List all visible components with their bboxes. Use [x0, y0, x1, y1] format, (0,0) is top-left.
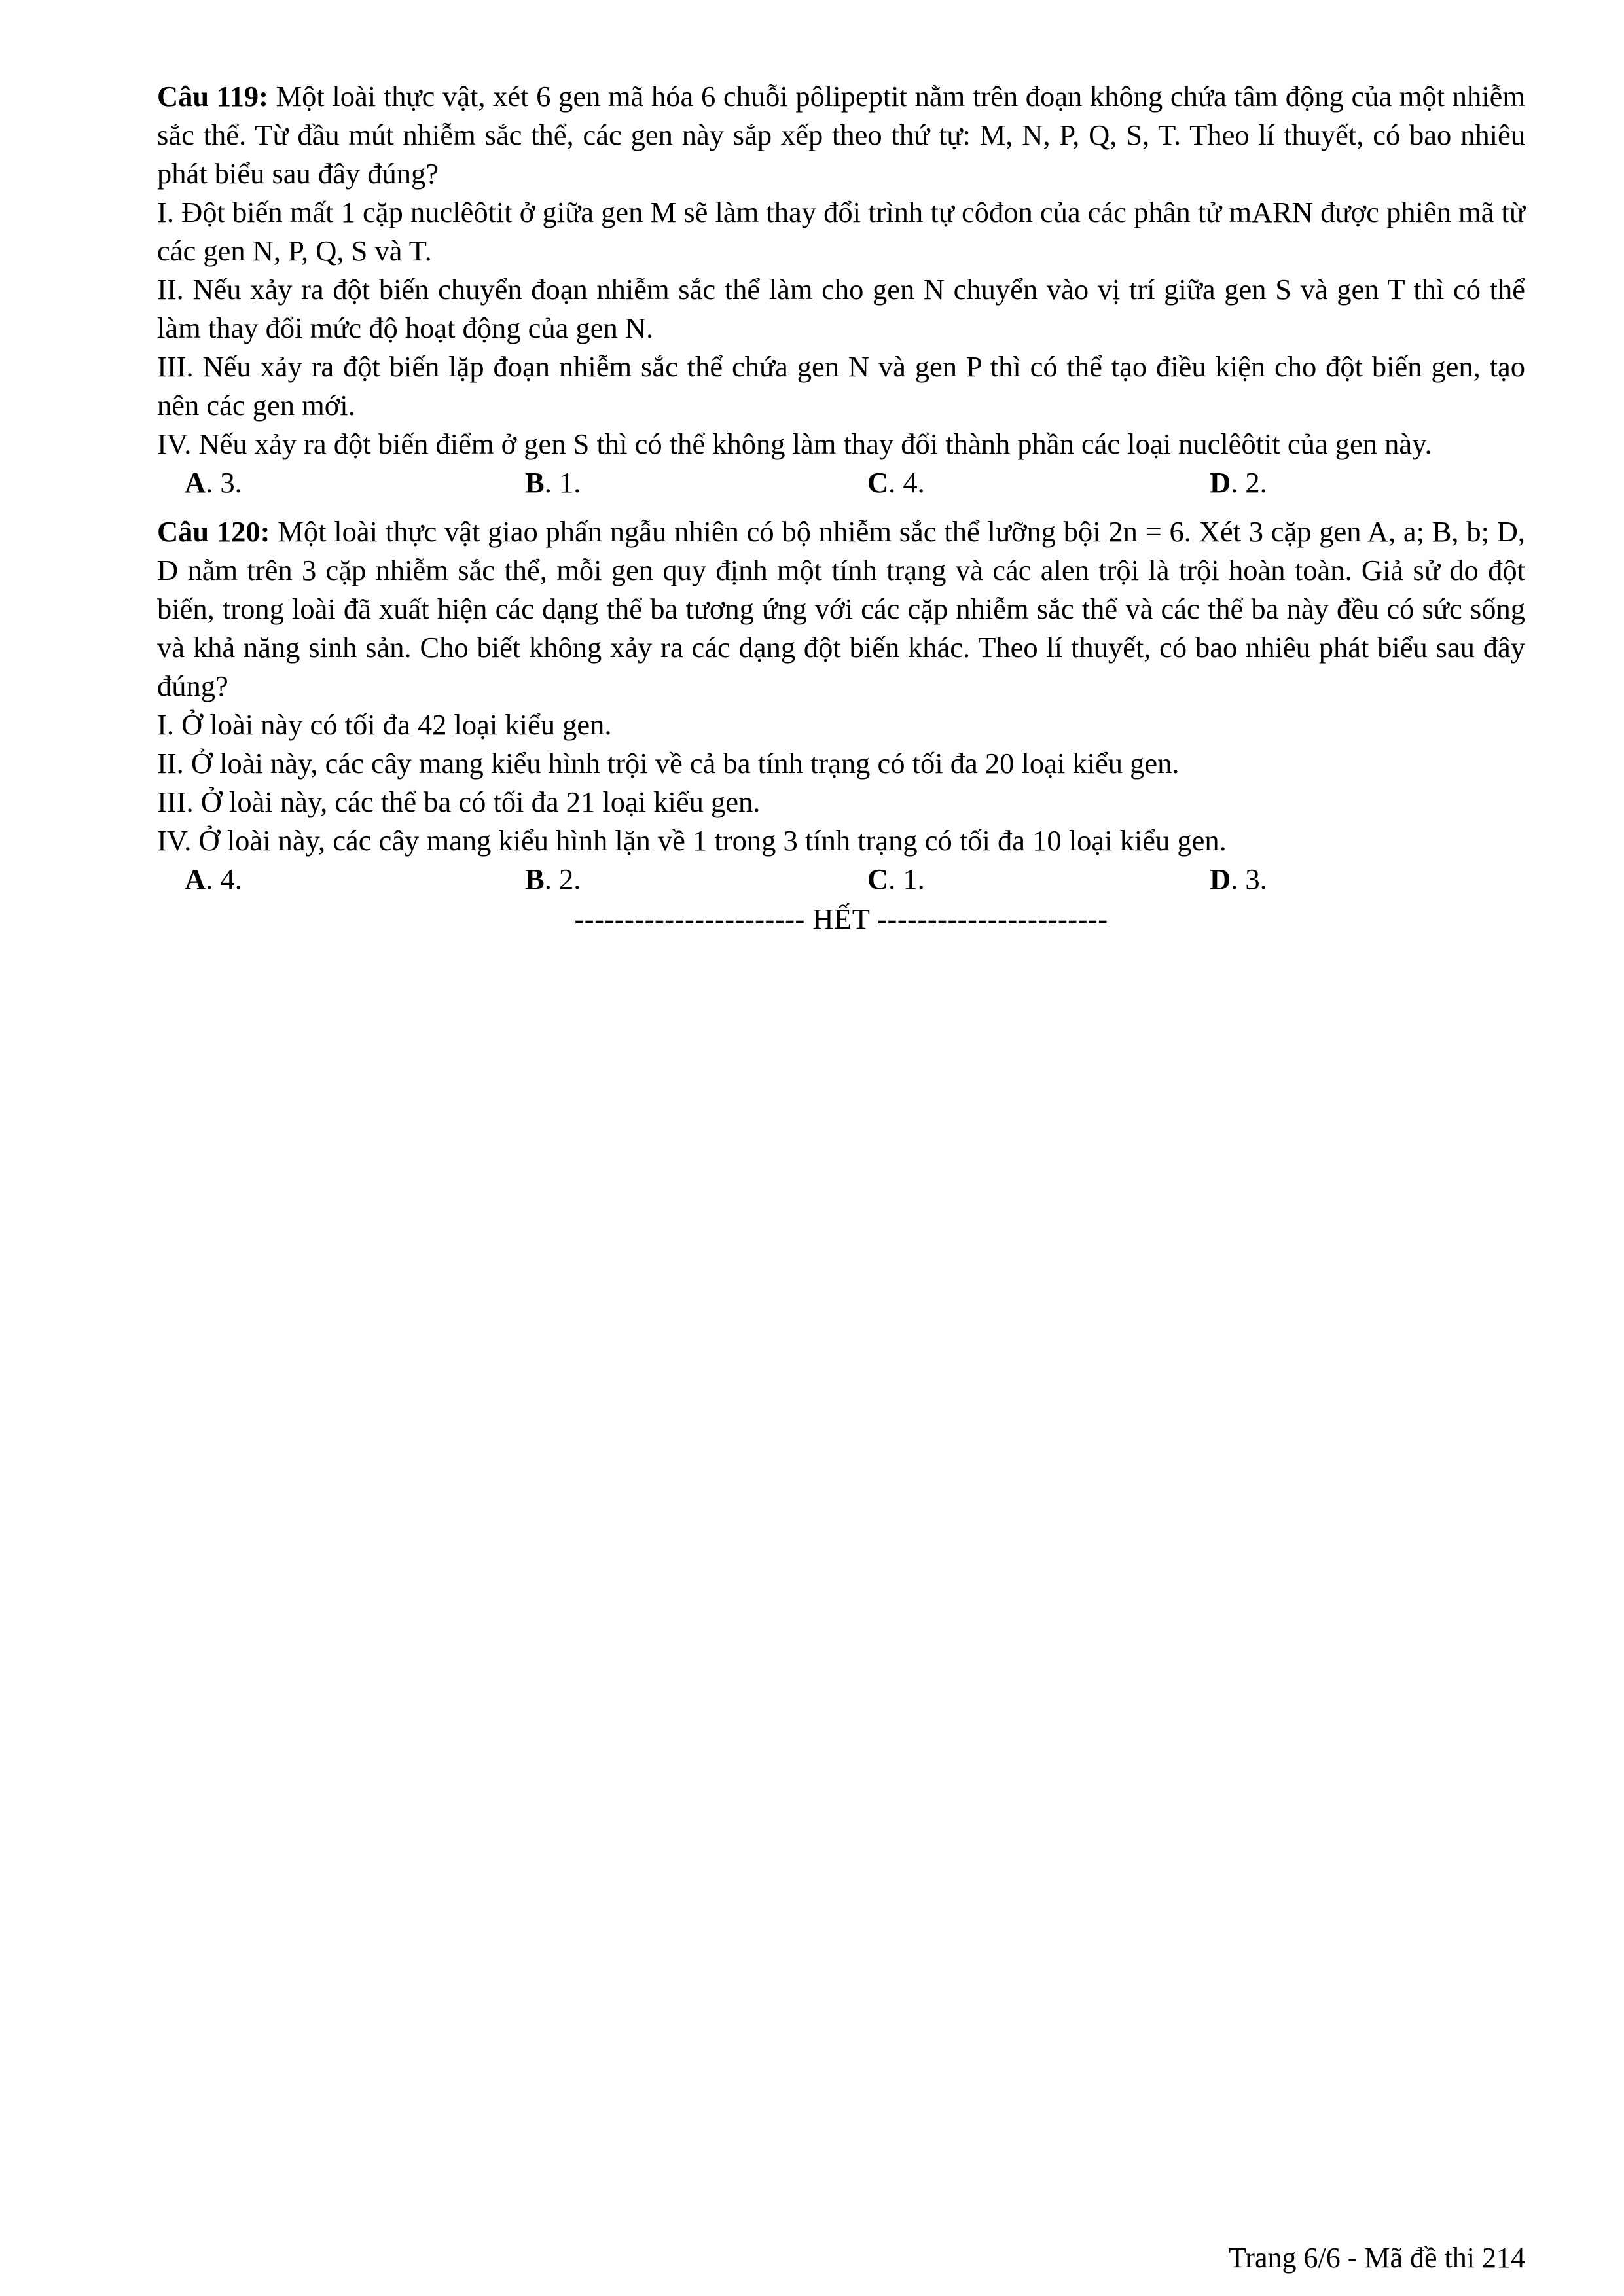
- statement-3: III. Ở loài này, các thể ba có tối đa 21 loại kiểu gen.: [157, 785, 761, 818]
- option-c: [867, 860, 925, 899]
- option-b: [525, 463, 581, 502]
- statement-2: II. Ở loài này, các cây mang kiểu hình trội về cả ba tính trạng có tối đa 20 loại kiểu gen.: [157, 747, 1180, 780]
- answer-options: [157, 860, 1525, 899]
- question-label: Câu 119:: [157, 80, 268, 113]
- option-letter: A: [185, 466, 206, 499]
- option-letter: B: [525, 863, 545, 895]
- option-letter: D: [1210, 863, 1231, 895]
- option-d: [1210, 860, 1267, 899]
- option-value: . 2.: [1231, 466, 1267, 499]
- option-value: . 1.: [544, 466, 581, 499]
- option-d: [1210, 463, 1267, 502]
- question-120: [157, 512, 1525, 899]
- statement-4: IV. Nếu xảy ra đột biến điểm ở gen S thì có thể không làm thay đổi thành phần các loại nuclêôtit của gen này.: [157, 427, 1432, 460]
- option-value: . 4.: [888, 466, 925, 499]
- question-label: Câu 120:: [157, 515, 270, 548]
- end-mark: ----------------------- HẾT -----------------------: [574, 903, 1108, 935]
- question-stem: [157, 512, 1525, 706]
- option-a: [185, 860, 242, 899]
- question-stem: [157, 77, 1525, 193]
- option-letter: B: [525, 466, 545, 499]
- option-letter: D: [1210, 466, 1231, 499]
- question-text: Một loài thực vật, xét 6 gen mã hóa 6 chuỗi pôlipeptit nằm trên đoạn không chứa tâm động của một nhiễm sắc thể. Từ đầu mút nhiễm sắc thể, các gen này sắp xếp theo thứ tự: M, N, P, Q, S, T. Theo lí thuyết, có bao nhiêu phát biểu sau đây đúng?: [157, 80, 1526, 190]
- option-a: [185, 463, 242, 502]
- option-value: . 3.: [1231, 863, 1267, 895]
- option-letter: C: [867, 863, 889, 895]
- option-letter: A: [185, 863, 206, 895]
- option-c: [867, 463, 925, 502]
- option-value: . 4.: [206, 863, 242, 895]
- exam-page: [157, 77, 1525, 939]
- question-119: [157, 77, 1525, 502]
- statement-1: I. Ở loài này có tối đa 42 loại kiểu gen.: [157, 708, 612, 741]
- option-value: . 3.: [206, 466, 242, 499]
- option-value: . 2.: [544, 863, 581, 895]
- statement-3: III. Nếu xảy ra đột biến lặp đoạn nhiễm sắc thể chứa gen N và gen P thì có thể tạo điều kiện cho đột biến gen, tạo nên các gen mới.: [157, 350, 1525, 422]
- statement-4: IV. Ở loài này, các cây mang kiểu hình lặn về 1 trong 3 tính trạng có tối đa 10 loại kiểu gen.: [157, 824, 1227, 857]
- statement-1: I. Đột biến mất 1 cặp nuclêôtit ở giữa gen M sẽ làm thay đổi trình tự côđon của các phân tử mARN được phiên mã từ các gen N, P, Q, S và T.: [157, 196, 1525, 267]
- answer-options: [157, 463, 1525, 502]
- option-letter: C: [867, 466, 889, 499]
- statement-2: II. Nếu xảy ra đột biến chuyển đoạn nhiễm sắc thể làm cho gen N chuyển vào vị trí giữa gen S và gen T thì có thể làm thay đổi mức độ hoạt động của gen N.: [157, 273, 1525, 344]
- option-b: [525, 860, 581, 899]
- question-text: Một loài thực vật giao phấn ngẫu nhiên có bộ nhiễm sắc thể lưỡng bội 2n = 6. Xét 3 cặp gen A, a; B, b; D, D nằm trên 3 cặp nhiễm sắc thể, mỗi gen quy định một tính trạng và các alen trội là trội hoàn toàn. Giả sử do đột biến, trong loài đã xuất hiện các dạng thể ba tương ứng với các cặp nhiễm sắc thể và các thể ba này đều có sức sống và khả năng sinh sản. Cho biết không xảy ra các dạng đột biến khác. Theo lí thuyết, có bao nhiêu phát biểu sau đây đúng?: [157, 515, 1525, 702]
- option-value: . 1.: [888, 863, 925, 895]
- page-footer: Trang 6/6 - Mã đề thi 214: [1228, 2242, 1525, 2274]
